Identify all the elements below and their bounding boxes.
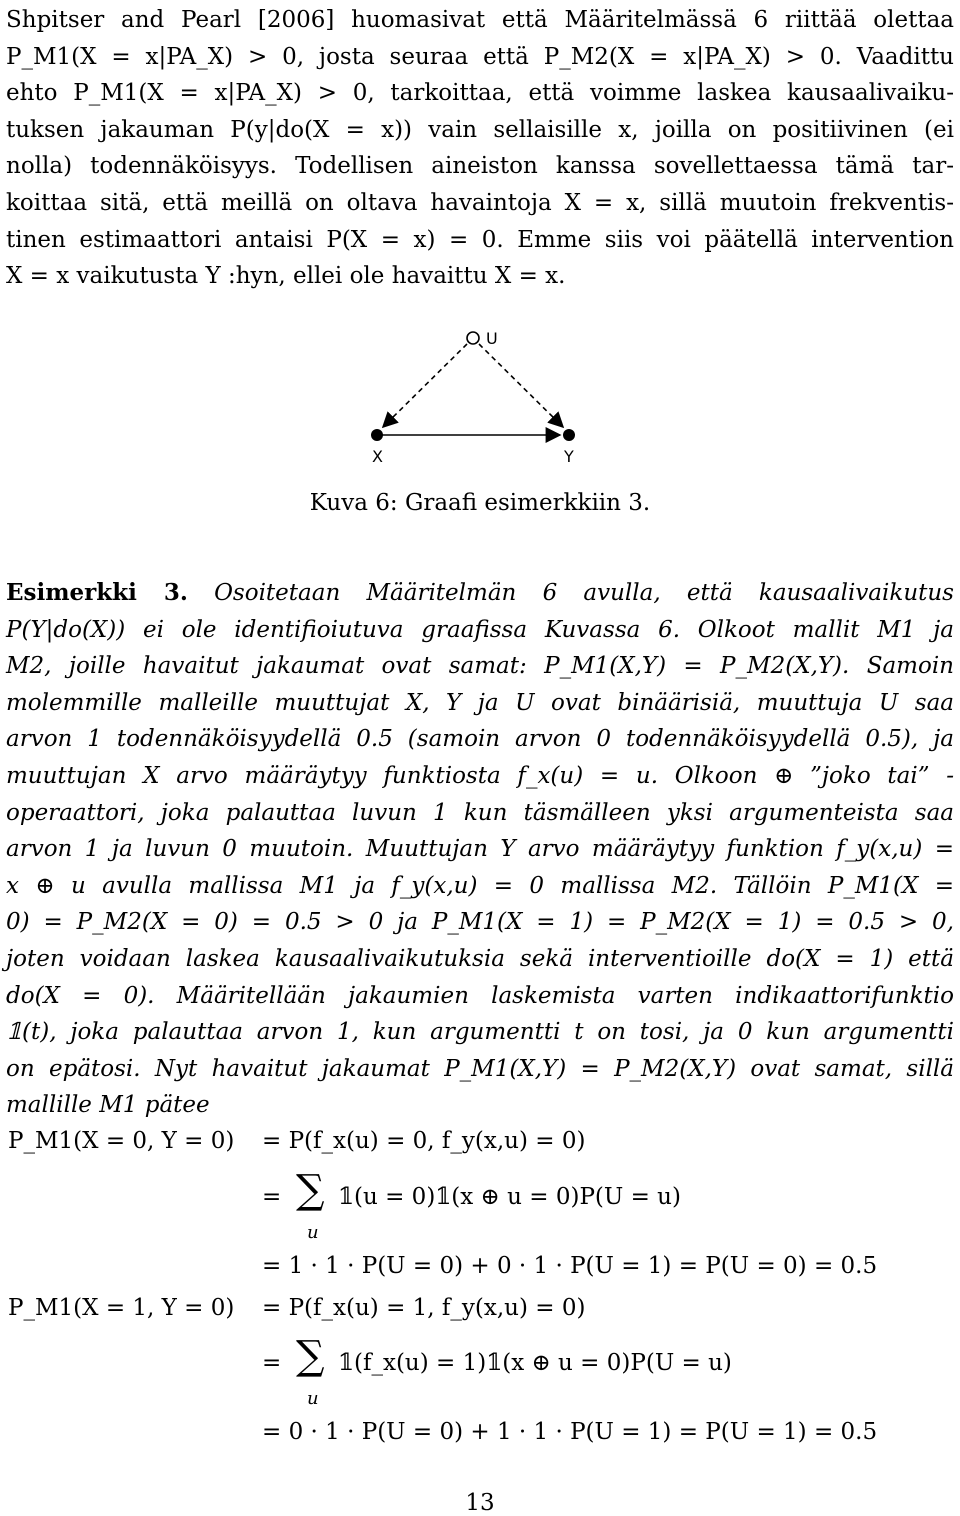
example-heading: Esimerkki 3. xyxy=(6,579,188,606)
example-first-line xyxy=(6,575,954,612)
equation-lhs-1: P_M1(X = 0, Y = 0) xyxy=(8,1128,235,1154)
example-line: operaattori, joka palauttaa luvun 1 kun täsmälleen yksi argumenteista saa xyxy=(6,799,954,826)
example-line: 0) = P_M2(X = 0) = 0.5 > 0 ja P_M1(X = 1) = P_M2(X = 1) = 0.5 > 0, xyxy=(6,909,954,936)
sum-symbol: ∑ xyxy=(296,1167,325,1213)
example-line: on epätosi. Nyt havaitut jakaumat P_M1(X,Y) = P_M2(X,Y) ovat samat, sillä xyxy=(6,1055,954,1082)
equation-eq-sign-2: = xyxy=(262,1184,282,1210)
page-number: 13 xyxy=(465,1490,495,1516)
intro-line: Shpitser and Pearl [2006] huomasivat että Määritelmässä 6 riittää olettaa xyxy=(6,7,954,33)
figure-caption: Kuva 6: Graafi esimerkkiin 3. xyxy=(309,490,651,516)
equation-eq-sign-5: = xyxy=(262,1350,282,1376)
sum-index: u xyxy=(307,1222,319,1243)
edge-u-y xyxy=(479,344,563,427)
node-x xyxy=(371,429,383,441)
example-line: arvon 1 ja luvun 0 muutoin. Muuttujan Y arvo määräytyy funktion f_y(x,u) = xyxy=(6,836,954,863)
example-line: 𝟙(t), joka palauttaa arvon 1, kun argumentti t on tosi, ja 0 kun argumentti xyxy=(6,1019,954,1046)
equation-rhs-5: 𝟙(f_x(u) = 1)𝟙(x ⊕ u = 0)P(U = u) xyxy=(338,1350,732,1376)
edge-u-x xyxy=(383,344,467,427)
example-line: joten voidaan laskea kausaalivaikutuksia sekä interventioille do(X = 1) että xyxy=(6,945,954,972)
equation-rhs-3: = 1 · 1 · P(U = 0) + 0 · 1 · P(U = 1) = P(U = 0) = 0.5 xyxy=(262,1253,878,1279)
example-line: arvon 1 todennäköisyydellä 0.5 (samoin arvon 0 todennäköisyydellä 0.5), ja xyxy=(6,726,954,753)
intro-line: tuksen jakauman P(y|do(X = x)) vain sellaisille x, joilla on positiivinen (ei xyxy=(6,116,954,143)
example-line: x ⊕ u avulla mallissa M1 ja f_y(x,u) = 0 mallissa M2. Tällöin P_M1(X = xyxy=(6,872,954,899)
node-u xyxy=(467,332,479,344)
intro-line: X = x vaikutusta Y :hyn, ellei ole havaittu X = x. xyxy=(6,263,566,290)
equation-rhs-1: = P(f_x(u) = 0, f_y(x,u) = 0) xyxy=(262,1128,586,1154)
equation-lhs-4: P_M1(X = 1, Y = 0) xyxy=(8,1295,235,1321)
causal-graph xyxy=(350,322,610,472)
intro-line: P_M1(X = x|PA_X) > 0, josta seuraa että P_M2(X = x|PA_X) > 0. Vaadittu xyxy=(6,43,954,70)
node-y xyxy=(563,429,575,441)
intro-line: nolla) todennäköisyys. Todellisen aineiston kanssa sovellettaessa tämä tar- xyxy=(6,153,954,180)
node-x-label: X xyxy=(372,447,383,466)
intro-line: koittaa sitä, että meillä on oltava havaintoja X = x, sillä muutoin frekventis- xyxy=(6,189,954,216)
intro-paragraph xyxy=(6,2,954,295)
example-line: do(X = 0). Määritellään jakaumien laskemista varten indikaattorifunktio xyxy=(6,982,954,1009)
sum-symbol: ∑ xyxy=(296,1333,325,1379)
example-line: P(Y|do(X)) ei ole identifioiutuva graafissa Kuvassa 6. Olkoot mallit M1 ja xyxy=(6,616,954,643)
sum-index: u xyxy=(307,1388,319,1409)
example-line: M2, joille havaitut jakaumat ovat samat: P_M1(X,Y) = P_M2(X,Y). Samoin xyxy=(6,653,954,680)
equation-rhs-2: 𝟙(u = 0)𝟙(x ⊕ u = 0)P(U = u) xyxy=(338,1184,681,1210)
equation-rhs-4: = P(f_x(u) = 1, f_y(x,u) = 0) xyxy=(262,1295,586,1321)
equation-rhs-6: = 0 · 1 · P(U = 0) + 1 · 1 · P(U = 1) = P(U = 1) = 0.5 xyxy=(262,1419,878,1445)
example-line: molemmille malleille muuttujat X, Y ja U ovat binäärisiä, muuttuja U saa xyxy=(6,689,954,716)
example-line: muuttujan X arvo määräytyy funktiosta f_x(u) = u. Olkoon ⊕ ”joko tai” - xyxy=(6,762,954,789)
example-line: Osoitetaan Määritelmän 6 avulla, että kausaalivaikutus xyxy=(214,580,954,606)
example-paragraph xyxy=(6,575,954,1124)
intro-line: tinen estimaattori antaisi P(X = x) = 0. Emme siis voi päätellä intervention xyxy=(6,226,954,253)
node-u-label: U xyxy=(486,329,498,348)
example-line: mallille M1 pätee xyxy=(6,1092,210,1119)
node-y-label: Y xyxy=(564,447,574,466)
intro-line: ehto P_M1(X = x|PA_X) > 0, tarkoittaa, että voimme laskea kausaalivaiku- xyxy=(6,80,954,107)
